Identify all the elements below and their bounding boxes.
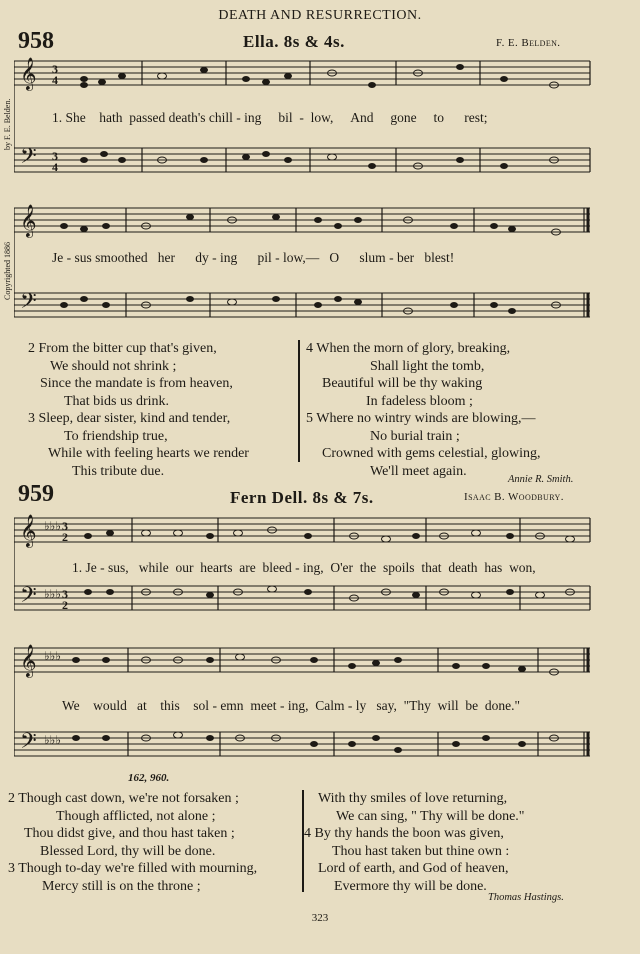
svg-text:♭♭♭: ♭♭♭ <box>44 649 61 663</box>
lyric-958-line-1: 1. She hath passed death's chill - ing bil - low, And gone to rest; <box>52 110 488 125</box>
composer-958: F. E. Belden. <box>496 37 561 49</box>
svg-text:3: 3 <box>52 62 58 76</box>
author-958: Annie R. Smith. <box>508 474 574 485</box>
hymn-number-959: 959 <box>18 481 54 507</box>
svg-text:𝄞: 𝄞 <box>20 206 37 237</box>
lyric-959-line-2: We would at this sol - emn meet - ing, Calm - ly say, "Thy will be done." <box>62 698 521 713</box>
svg-text:2: 2 <box>62 530 68 544</box>
verses-959-right: With thy smiles of love returning, We can sing, " Thy will be done." 4 By thy hands the boon was given, Thou hast taken but thine own : Lord of earth, and God of heaven, Evermore thy will be done. <box>304 791 525 894</box>
page-number: 323 <box>311 912 329 924</box>
lyric-958-line-2: Je - sus smoothed her dy - ing pil - low,— O slum - ber blest! <box>52 250 455 265</box>
svg-text:3: 3 <box>52 149 58 163</box>
verses-958-left: 2 From the bitter cup that's given, We should not shrink ; Since the mandate is from heaven, That bids us drink. 3 Sleep, dear sister, kind and tender, To friendship true, While with feeling hearts we render This tribute due. <box>28 341 249 479</box>
composer-959: Isaac B. Woodbury. <box>464 491 564 503</box>
svg-text:4: 4 <box>52 73 58 87</box>
svg-text:3: 3 <box>62 519 68 533</box>
svg-text:𝄢: 𝄢 <box>20 583 37 612</box>
tune-name-fern-dell: Fern Dell. 8s & 7s. <box>230 488 374 507</box>
svg-text:♭♭♭: ♭♭♭ <box>44 733 61 747</box>
svg-text:4: 4 <box>52 160 58 174</box>
verses-958-right: 4 When the morn of glory, breaking, Shall light the tomb, Beautiful will be thy waking In fadeless bloom ; 5 Where no wintry winds are blowing,— No burial train ; Crowned with gems celestial, glowing, We'll meet again. <box>306 341 541 479</box>
side-credit-958-top: by F. E. Belden. <box>3 98 12 150</box>
svg-text:𝄞: 𝄞 <box>20 516 37 547</box>
verse-divider-958 <box>298 340 300 462</box>
svg-text:𝄞: 𝄞 <box>20 59 37 90</box>
svg-text:2: 2 <box>62 598 68 612</box>
svg-text:♭♭♭: ♭♭♭ <box>44 519 61 533</box>
hymn-number-958: 958 <box>18 28 54 54</box>
side-credit-958-bottom: Copyrighted 1886 <box>3 242 12 300</box>
svg-text:𝄢: 𝄢 <box>20 729 37 758</box>
page-header: DEATH AND RESURRECTION. <box>218 8 422 23</box>
svg-text:𝄞: 𝄞 <box>20 646 37 677</box>
tune-name-ella: Ella. 8s & 4s. <box>243 32 345 51</box>
author-959: Thomas Hastings. <box>488 892 564 903</box>
lyric-959-line-1: 1. Je - sus, while our hearts are bleed - ing, O'er the spoils that death has won, <box>72 560 536 575</box>
cross-reference-959: 162, 960. <box>128 772 170 784</box>
music-system-958-2 <box>14 200 592 335</box>
svg-text:♭♭♭: ♭♭♭ <box>44 587 61 601</box>
svg-text:3: 3 <box>62 587 68 601</box>
svg-text:𝄢: 𝄢 <box>20 144 37 173</box>
verses-959-left: 2 Though cast down, we're not forsaken ; Though afflicted, not alone ; Thou didst give, and thou hast taken ; Blessed Lord, thy will be done. 3 Though to-day we're filled with mourning, Mercy still is on the throne ; <box>8 791 258 894</box>
svg-text:𝄢: 𝄢 <box>20 289 37 318</box>
